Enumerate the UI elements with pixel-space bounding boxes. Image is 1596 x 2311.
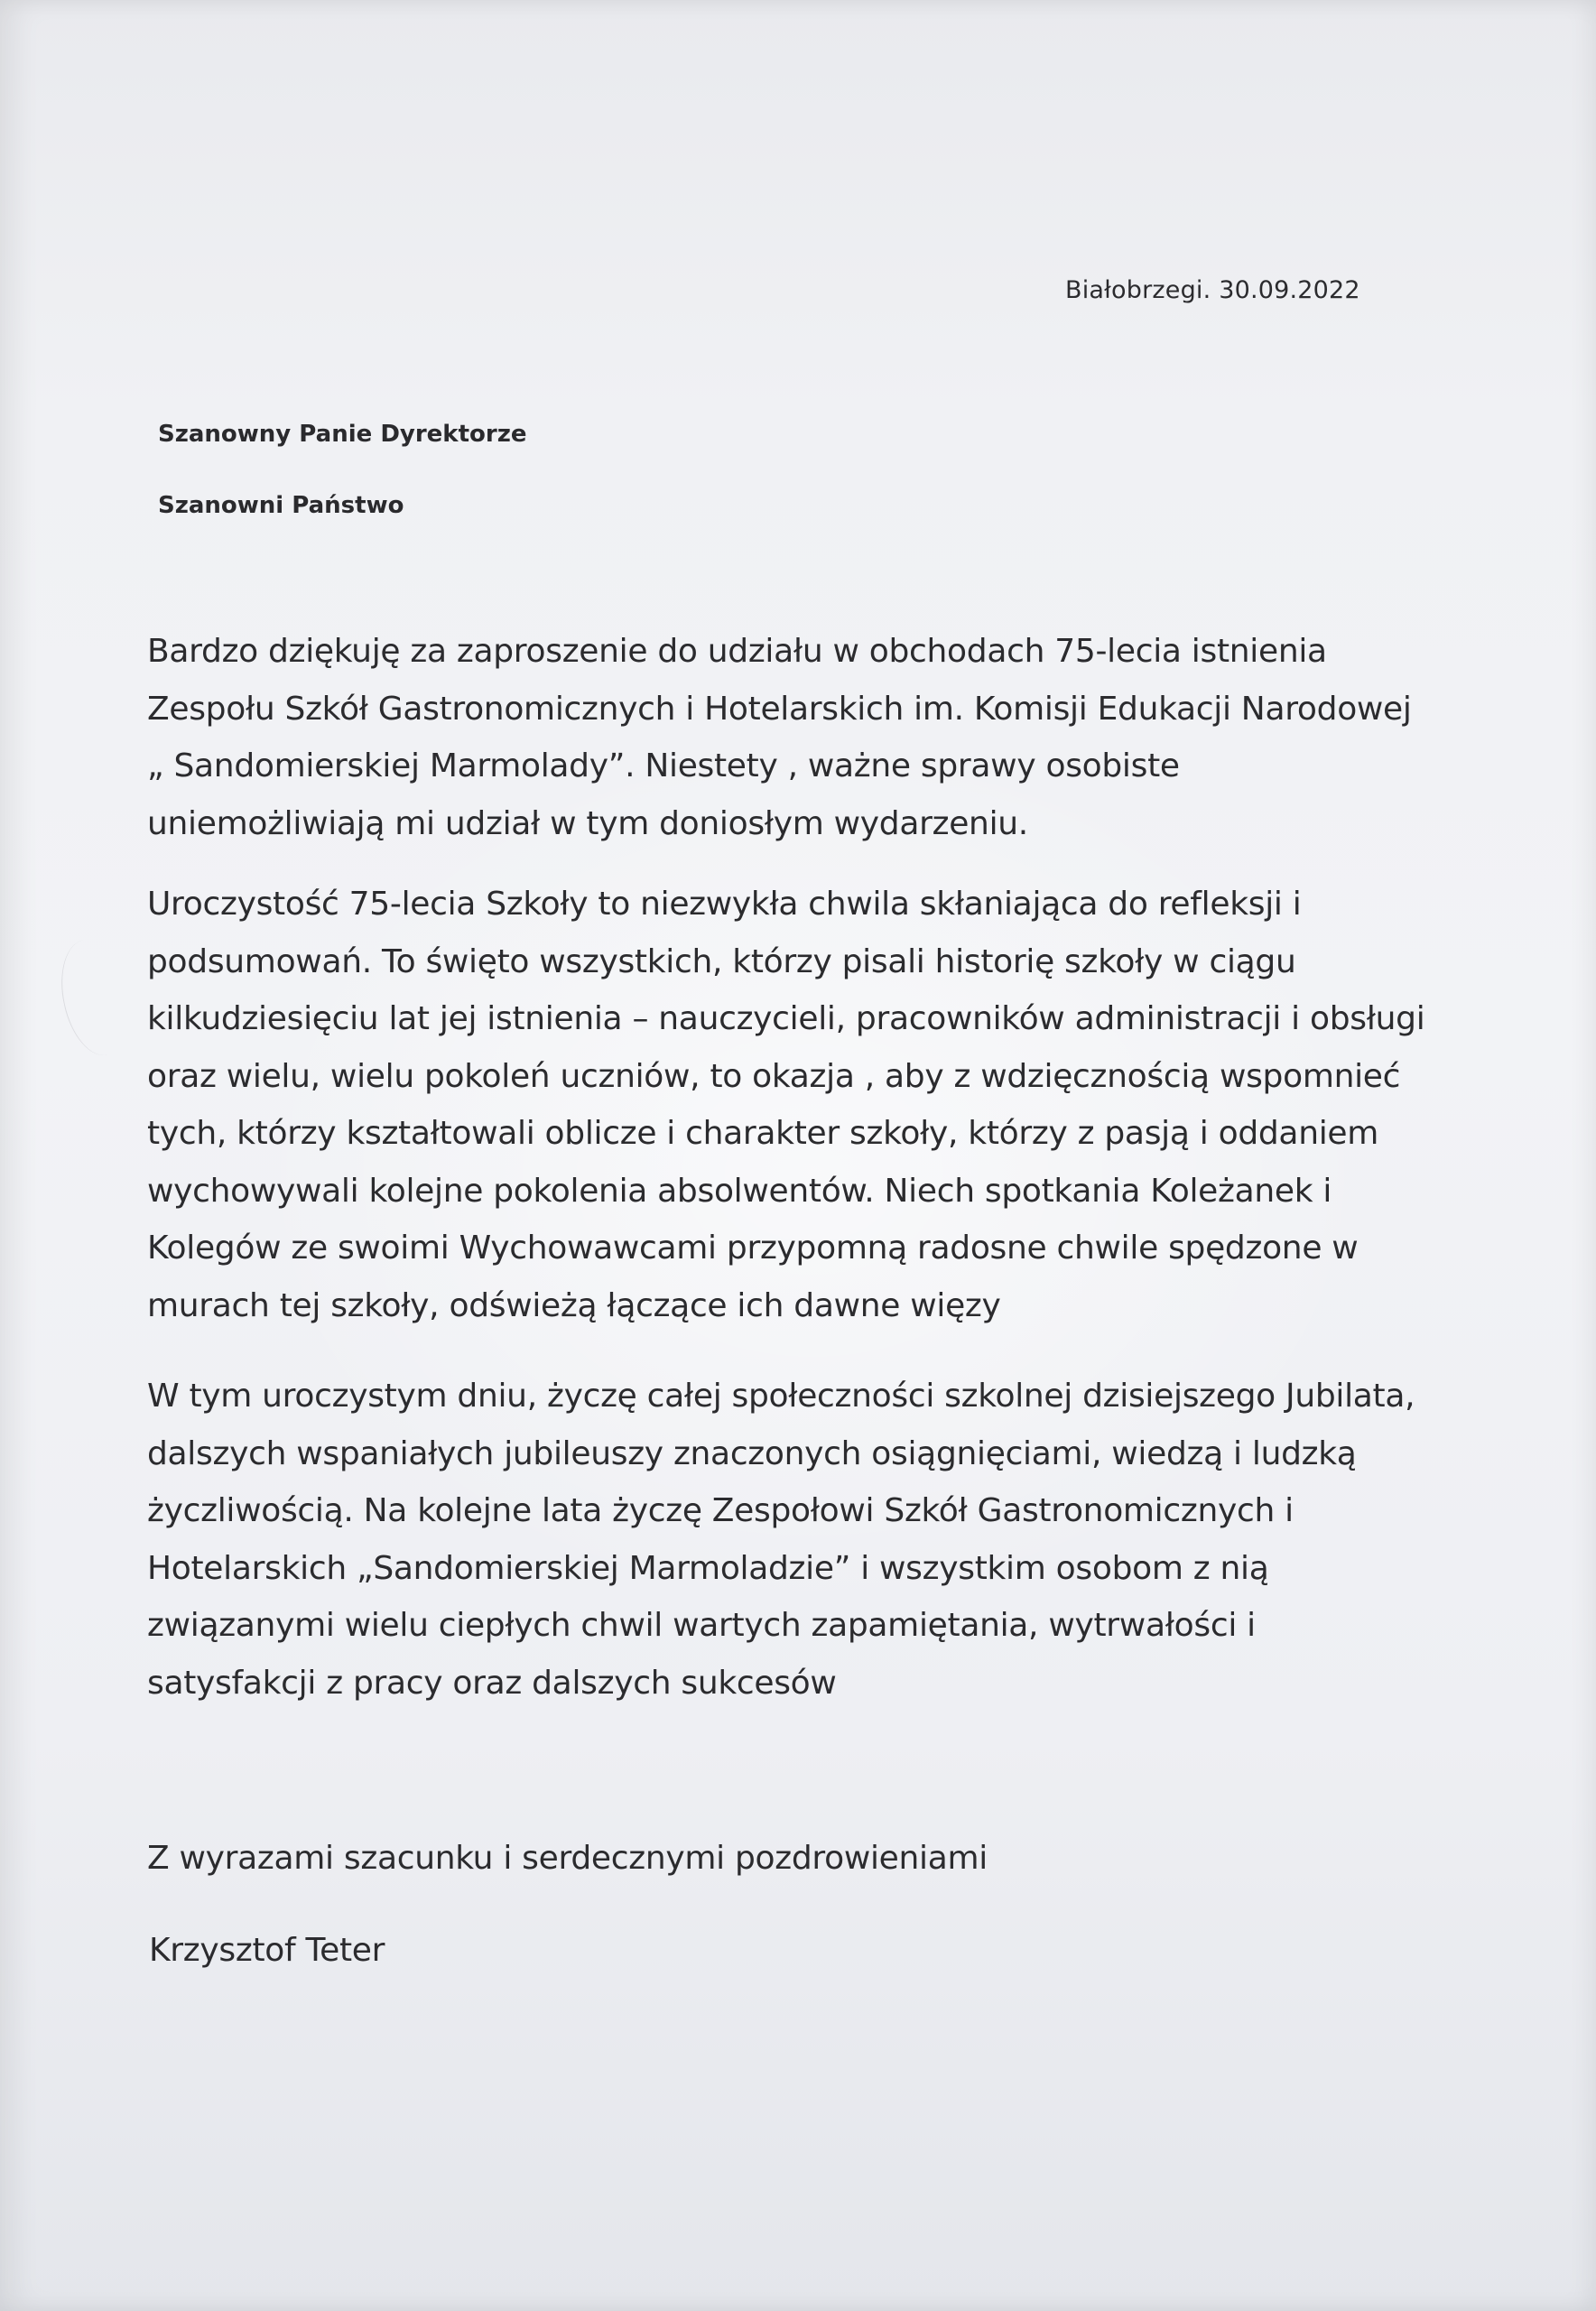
paragraph-wishes [147, 1368, 1483, 1712]
paragraph-line: życzliwością. Na kolejne lata życzę Zespołowi Szkół Gastronomicznych i [147, 1492, 1294, 1529]
salutation-all: Szanowni Państwo [158, 492, 404, 519]
paragraph-line: Uroczystość 75-lecia Szkoły to niezwykła chwila skłaniająca do refleksji i [147, 886, 1302, 923]
paragraph-line: „ Sandomierskiej Marmolady”. Niestety , ważne sprawy osobiste [147, 747, 1180, 784]
paragraph-line: satysfakcji z pracy oraz dalszych sukcesów [147, 1664, 837, 1702]
paragraph-anniversary [147, 876, 1483, 1334]
paragraph-line: Bardzo dziękuję za zaproszenie do udziału w obchodach 75-lecia istnienia [147, 633, 1327, 670]
paragraph-line: Kolegów ze swoimi Wychowawcami przypomną radosne chwile spędzone w [147, 1230, 1359, 1267]
letter-date: Białobrzegi. 30.09.2022 [1065, 276, 1360, 304]
paragraph-line: uniemożliwiają mi udział w tym doniosłym wydarzeniu. [147, 804, 1028, 842]
paragraph-line: oraz wielu, wielu pokoleń uczniów, to okazja , aby z wdzięcznością wspomnieć [147, 1057, 1401, 1095]
salutation-director: Szanowny Panie Dyrektorze [158, 421, 527, 448]
paragraph-line: W tym uroczystym dniu, życzę całej społeczności szkolnej dzisiejszego Jubilata, [147, 1378, 1415, 1415]
paragraph-thanks [147, 623, 1483, 852]
signature-name: Krzysztof Teter [149, 1932, 385, 1969]
paragraph-line: kilkudziesięciu lat jej istnienia – nauczycieli, pracowników administracji i obsługi [147, 1000, 1425, 1037]
closing-phrase: Z wyrazami szacunku i serdecznymi pozdrowieniami [147, 1840, 988, 1877]
paragraph-line: wychowywali kolejne pokolenia absolwentów. Niech spotkania Koleżanek i [147, 1172, 1332, 1210]
paragraph-line: Zespołu Szkół Gastronomicznych i Hotelarskich im. Komisji Edukacji Narodowej [147, 690, 1412, 728]
paragraph-line: związanymi wielu ciepłych chwil wartych zapamiętania, wytrwałości i [147, 1607, 1256, 1644]
paragraph-line: podsumowań. To święto wszystkich, którzy pisali historię szkoły w ciągu [147, 942, 1296, 980]
paragraph-line: dalszych wspaniałych jubileuszy znaczonych osiągnięciami, wiedzą i ludzką [147, 1434, 1357, 1472]
paragraph-line: tych, którzy kształtowali oblicze i charakter szkoły, którzy z pasją i oddaniem [147, 1115, 1379, 1152]
paragraph-line: murach tej szkoły, odświeżą łączące ich dawne więzy [147, 1286, 1001, 1324]
paragraph-line: Hotelarskich „Sandomierskiej Marmoladzie” i wszystkim osobom z nią [147, 1549, 1269, 1587]
paper-crease [51, 933, 138, 1062]
